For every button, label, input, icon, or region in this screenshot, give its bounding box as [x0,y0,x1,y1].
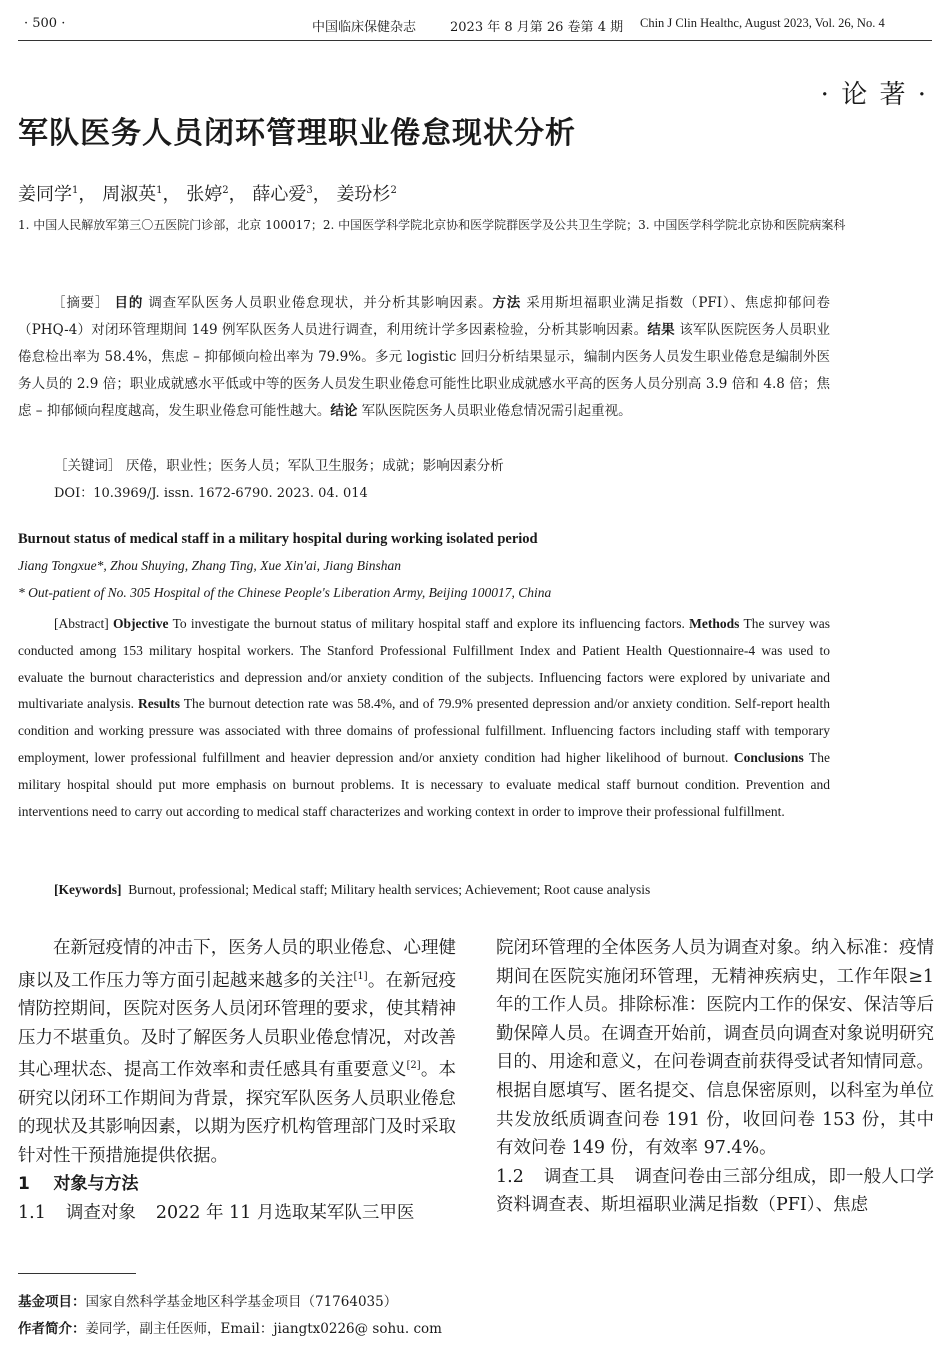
results-en-label: Results [138,696,181,712]
subsection-text: 调查问卷由三部分组成，即一般人口学资料调查表、斯坦福职业满足指数（PFI）、焦虑 [496,1166,935,1216]
author-name: 薛心爱 [252,184,307,205]
footnote-label: 基金项目： [18,1294,86,1310]
author-name: 张婷 [186,184,223,205]
english-title: Burnout status of medical staff in a military hospital during working isolated period [18,531,538,547]
author-name: 姜玢杉 [336,184,391,205]
intro-text: 。在新冠疫情防控期间，医院对医务人员闭环管理的要求，使其精神压力不堪重负。及时了解医务人员职业倦怠情况，对改善其心理状态、提高工作效率和责任感具有重要意义 [18,970,457,1081]
section-tag: · 论 著 · [820,80,928,110]
abstract-en-label: [Abstract] [54,616,109,631]
intro-text: 在新冠疫情的冲击下，医务人员的职业倦怠、心理健康以及工作压力等方面引起越来越多的关注 [18,938,456,991]
footnote-funding [18,1290,397,1310]
section-title: 对象与方法 [53,1174,139,1195]
author-separator: ， [312,184,331,205]
author-affil-mark: 1 [72,185,79,196]
conclusions-en-text: The military hospital should put more emphasis on burnout problems. It is necessary to evaluate medical staff burnout condition. Prevention and interventions need to carry out according to medical staff characterizes and working context in order to improve their professional fulfillment. [18,749,830,819]
author-affil-mark: 1 [156,185,163,196]
author-affil-mark: 2 [390,185,397,196]
english-affiliation: * Out-patient of No. 305 Hospital of the Chinese People's Liberation Army, Beijing 100017, China [18,585,552,600]
keywords-en-text: Burnout, professional; Medical staff; Military health services; Achievement; Root cause analysis [128,882,651,897]
keywords-label: ［关键词］ [54,458,122,474]
article-title: 军队医务人员闭环管理职业倦怠现状分析 [18,116,576,151]
conclusion-label: 结论 [330,403,358,419]
objective-en-label: Objective [113,616,169,631]
section-heading [18,1170,456,1199]
results-label: 结果 [647,322,675,338]
subsection-label: 调查对象 [65,1203,136,1223]
author-name: 姜同学 [18,184,72,205]
footnote-author [18,1317,442,1337]
page-number: · 500 · [24,16,66,31]
subsection-number: 1.1 [18,1203,46,1223]
english-authors: Jiang Tongxue*, Zhou Shuying, Zhang Ting, Xue Xin'ai, Jiang Binshan [18,558,402,573]
footnote-label: 作者简介： [18,1321,86,1337]
author-separator: ， [228,184,247,205]
section-number: 1 [18,1174,30,1195]
citation-ref: [1] [353,970,368,982]
objective-label: 目的 [114,295,144,311]
author-affil-mark: 2 [222,185,229,196]
conclusions-en-label: Conclusions [733,749,804,765]
doi: DOI：10.3969/J. issn. 1672-6790. 2023. 04. 014 [54,486,368,501]
author-name: 周淑英 [102,184,157,205]
body-left-column [18,934,456,1228]
subsection-1-2 [496,1163,934,1220]
author-separator: ， [78,184,97,205]
intro-paragraph [18,934,456,1170]
citation-ref: [2] [406,1060,421,1072]
keywords-en [54,882,650,898]
keywords-en-label: [Keywords] [54,882,122,897]
subsection-label: 调查工具 [543,1166,615,1187]
footnote-rule [18,1273,136,1274]
footnote-text: 国家自然科学基金地区科学基金项目（71764035） [85,1294,398,1310]
body-right-column [496,934,934,1220]
keywords-cn [54,454,504,474]
header-rule [18,40,932,41]
issue-cn: 2023 年 8 月第 26 卷第 4 期 [450,20,624,35]
subsection-text: 2022 年 11 月选取某军队三甲医 [155,1203,415,1223]
abstract-cn [18,290,830,425]
subsection-text-cont: 院闭环管理的全体医务人员为调查对象。纳入标准：疫情期间在医院实施闭环管理，无精神疾病史，工作年限≥1 年的工作人员。排除标准：医院内工作的保安、保洁等后勤保障人员。在调查开始前，调查员向调查对象说明研究目的、用途和意义，在问卷调查前获得受试者知情同意。根据自愿填写、匿名提交、信息保密原则，以科室为单位共发放纸质调查问卷 191 份，收回问卷 153 份，其中有效问卷 149 份，有效率 97.4%。 [496,938,934,1159]
methods-en-text: The survey was conducted among 153 military hospital workers. The Stanford Professional Fulfillment Index and Patient Health Questionnaire-4 was used to evaluate the burnout characteristics and depression and/or anxiety condition of the subjects. Influencing factors were explored by univariate and multivariate analysis. [18,616,830,712]
journal-name-cn: 中国临床保健杂志 [312,20,417,35]
author-separator: ， [162,184,181,205]
results-text: 该军队医院医务人员职业倦怠检出率为 58.4%，焦虑 – 抑郁倾向检出率为 79.9%。多元 logistic 回归分析结果显示，编制内医务人员发生职业倦怠是编制外医务人员的 2.9 倍；职业成就感水平低或中等的医务人员发生职业倦怠可能性比职业成就感水平高的医务人员分别高 3.9 倍和 4.8 倍；焦虑 – 抑郁倾向程度越高，发生职业倦怠可能性越大。 [18,322,831,419]
keywords-text: 厌倦，职业性；医务人员；军队卫生服务；成就；影响因素分析 [125,458,504,474]
subsection-1-1 [18,1199,456,1228]
subsection-number: 1.2 [496,1166,524,1187]
methods-label: 方法 [492,295,522,311]
results-en-text: The burnout detection rate was 58.4%, and of 79.9% presented depression and/or anxiety condition. Self-report health condition and working pressure was associated with three domains of professional fulfillment. Influencing factors including staff with temporary employment, lower professional fulfillment and heavier depression and/or anxiety condition had higher likelihood of burnout. [18,696,831,765]
conclusion-text: 军队医院医务人员职业倦怠情况需引起重视。 [361,403,632,419]
abstract-en [18,611,830,825]
objective-en-text: To investigate the burnout status of military hospital staff and explore its influencing factors. [172,616,685,631]
objective-text: 调查军队医务人员职业倦怠现状，并分析其影响因素。 [148,295,493,311]
footnote-text: 姜同学，副主任医师，Email：jiangtx0226@ sohu. com [85,1321,442,1337]
affiliations: 1. 中国人民解放军第三〇五医院门诊部，北京 100017；2. 中国医学科学院北京协和医学院群医学及公共卫生学院；3. 中国医学科学院北京协和医院病案科 [18,218,846,232]
abstract-label: ［摘要］ [52,295,110,311]
intro-text: 。本研究以闭环工作期间为背景，探究军队医务人员职业倦怠的现状及其影响因素，以期为医疗机构管理部门及时采取针对性干预措施提供依据。 [18,1060,457,1166]
journal-name-en: Chin J Clin Healthc, August 2023, Vol. 26, No. 4 [640,16,885,30]
methods-en-label: Methods [689,616,740,631]
methods-text: 采用斯坦福职业满足指数（PFI）、焦虑抑郁问卷（PHQ-4）对闭环管理期间 149 例军队医务人员进行调查，利用统计学多因素检验，分析其影响因素。 [18,295,831,338]
author-list [18,180,397,206]
author-affil-mark: 3 [306,185,313,196]
